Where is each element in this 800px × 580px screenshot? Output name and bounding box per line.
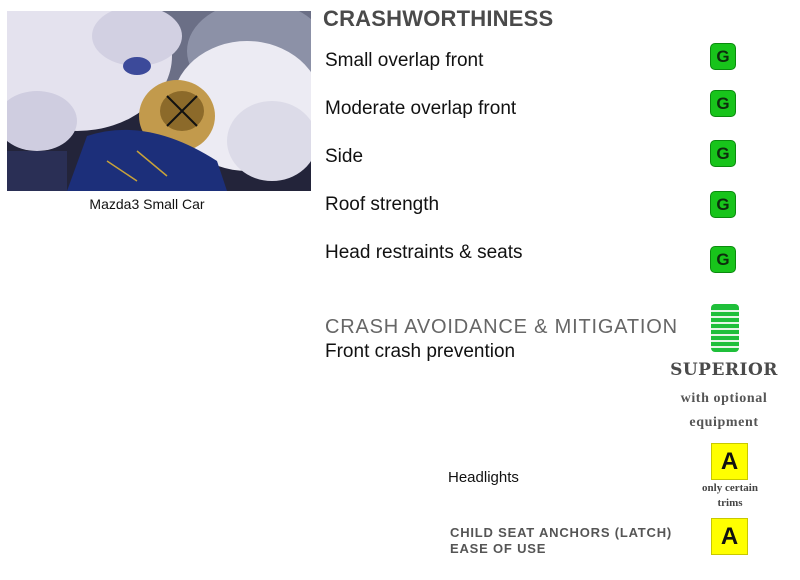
roof-strength-rating-badge: G — [710, 191, 736, 218]
head-restraints-seats-label: Head restraints & seats — [325, 242, 523, 263]
trims-note-line1: only certain — [702, 482, 758, 494]
latch-rating-badge: A — [711, 518, 748, 555]
small-overlap-front-rating-badge: G — [710, 43, 736, 70]
moderate-overlap-front-rating-badge: G — [710, 90, 736, 117]
small-overlap-front-label: Small overlap front — [325, 50, 484, 71]
superior-rating-text: SUPERIOR — [670, 360, 778, 380]
side-label: Side — [325, 146, 364, 167]
superior-rating-icon — [711, 304, 739, 352]
crashworthiness-title: CRASHWORTHINESS — [323, 6, 554, 31]
headlights-label: Headlights — [448, 469, 519, 486]
latch-label-line2: EASE OF USE — [450, 541, 547, 556]
front-crash-prevention-label: Front crash prevention — [325, 341, 516, 362]
latch-label — [450, 525, 700, 557]
superior-rating-note — [666, 387, 782, 435]
trims-note-line2: trims — [717, 497, 743, 509]
side-rating-badge: G — [710, 140, 736, 167]
latch-label-line1: CHILD SEAT ANCHORS (LATCH) — [450, 525, 673, 540]
roof-strength-label: Roof strength — [325, 194, 440, 215]
crash-test-photo — [7, 11, 311, 191]
superior-note-line1: with optional — [680, 391, 768, 406]
superior-note-line2: equipment — [689, 415, 759, 430]
head-restraints-seats-rating-badge: G — [710, 246, 736, 273]
moderate-overlap-front-label: Moderate overlap front — [325, 98, 517, 119]
headlights-rating-badge: A — [711, 443, 748, 480]
crash-avoidance-title: CRASH AVOIDANCE & MITIGATION — [325, 316, 678, 338]
photo-caption: Mazda3 Small Car — [89, 196, 205, 212]
headlights-trims-note — [690, 481, 770, 511]
